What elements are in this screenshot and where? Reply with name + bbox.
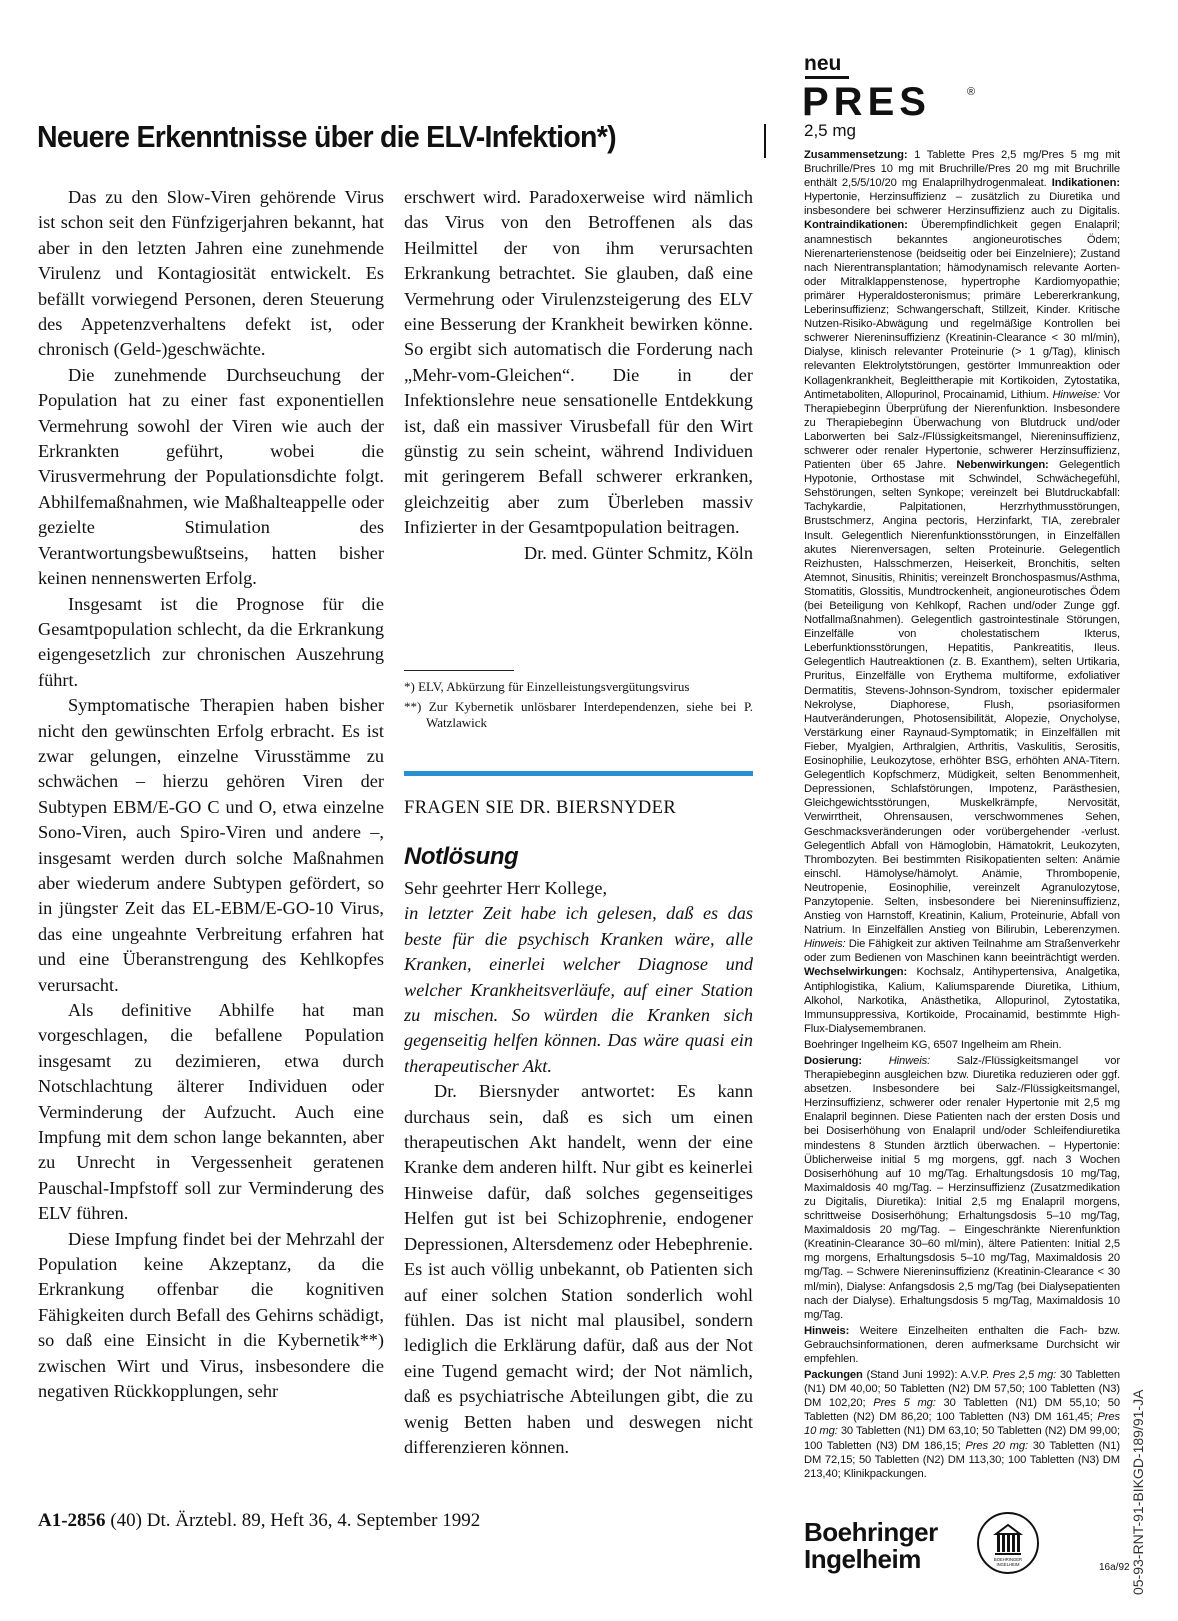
- ad-info-run: Nebenwirkungen:: [956, 459, 1059, 472]
- ad-info-run: Hinweis:: [804, 938, 849, 951]
- ad-info-run: Indikationen:: [1051, 177, 1120, 190]
- ad-info-run: Gelegentlich Hypotonie, Orthostase mit Schwindel, Schwächegefühl, Sehstörungen, selten Synkope; vereinzelt bei Blutdruckabfall: Tachykardie, Palpitationen, Herzrhythmusstörungen, Brustschmerz, Angina pectoris, Herzinfarkt, TIA, zerebraler Insult. Gelegentlich Nierenfunktionsstörungen, in Einzelfällen akutes Nierenversagen, selten Proteinurie. Gelegentlich Reizhusten, Halsschmerzen, Heiserkeit, Bronchitis, selten Atemnot, Sinusitis, Rhinitis; vereinzelt Bronchospasmus/Asthma, Stomatitis, Glossitis, Mundtrockenheit, angioneurotisches Ödem (bei Beteiligung von Kehlkopf, Rachen und/oder Zunge ggf. Notfallmaßnahmen). Gelegentlich gastrointestinale Störungen, Einzelfälle von cholestatischem Ikterus, Leberfunktionsstörungen, Hepatitis, Pankreatitis, Ileus. Gelegentlich Hautreaktionen (z. B. Exanthem), selten Urtikaria, Pruritus, Einzelfälle von Erythema multiforme, exfoliativer Dermatitis, Stevens-Johnson-Syndrom, toxischer epidermaler Nekrolyse, Diaphorese, Flush, psoriasiformen Hautveränderungen, Photosensibilität, Alopezie, Onycholyse, Verstärkung einer Raynaud-Symptomatik; in Einzelfällen mit Fieber, Myalgien, Arthralgien, Arthritis, Vaskulitis, Serositis, Eosinophilie, Leukozytose, erhöhter BSG, erhöhten ANA-Titern. Gelegentlich Kopfschmerz, Müdigkeit, selten Benommenheit, Depressionen, Schlafstörungen, Impotenz, Parästhesien, Gleichgewichtsstörungen, Muskelkrämpfe, Nervosität, Verwirrtheit, Ohrensausen, verschwommenes Sehen, Geschmacksveränderungen oder vorübergehender -verlust. Gelegentlich Abfall von Hämoglobin, Hämatokrit, Leukozyten, Thrombozyten. Bei bestimmten Risikopatienten selten: Anämie einschl. Hämolyse/hämolyt. Anämie, Thrombopenie, Neutropenie, Eosinophilie, vereinzelt Agranulozytose, Panzytopenie. Selten, insbesondere bei Niereninsuffizienz, Anstieg von Harnstoff, Kreatinin, Kalium, Proteinurie, Abfall von Natrium. In Einzelfällen Anstieg von Bilirubin, Leberenzymen.: [804, 459, 1120, 937]
- footer-page-number: A1-2856: [38, 1510, 106, 1531]
- ad-info-paragraph: [804, 1038, 1120, 1052]
- ad-vertical-code: 05-93-RNT-91-BIKGD-189/91-JA: [1130, 1389, 1146, 1595]
- ad-info-run: 30 Tabletten (N1) DM 40,00; 50 Tabletten (N2) DM 57,50; 100 Tabletten (N3) DM 102,20;: [804, 1369, 1121, 1410]
- ad-info-paragraph: [804, 1324, 1120, 1366]
- ad-info-paragraph: [804, 148, 1120, 1036]
- article-paragraph: Als definitive Abhilfe hat man vorgeschlagen, die befallene Population insgesamt zu dezimieren, etwa durch Notschlachtung älterer Individuen oder Verminderung der Aufzucht. Auch eine Impfung mit dem schon lange bekannten, aber zu Unrecht in Vergessenheit geratenen Pauschal-Impfstoff soll zur Verminderung des ELV führen.: [38, 1000, 384, 1224]
- ad-prescribing-info: [804, 148, 1120, 1483]
- column-answer: Dr. Biersnyder antwortet: Es kann durchaus sein, daß es sich um einen therapeutischen Akt handelt, wenn der eine Kranke dem anderen hilft. Nur gibt es keinerlei Hinweise dafür, daß solches gegenseitiges Helfen gut ist bei Schizophrenie, endogener Depressionen, Altersdemenz oder Hebephrenie. Es ist auch völlig unbekannt, ob Patienten sich auf einer solchen Station sonderlich wohl fühlen. Das ist nicht mal plausibel, sondern lediglich die Erklärung dafür, daß aus der Not eine Tugend gemacht wird; der Not nämlich, daß es psychiatrische Abteilungen gibt, die zu wenig Betten haben und deswegen nicht differenzieren können.: [404, 1081, 753, 1457]
- svg-text:BOEHRINGER: BOEHRINGER: [993, 1557, 1023, 1562]
- ad-info-run: Packungen: [804, 1369, 867, 1382]
- ad-info-run: Kontraindikationen:: [804, 219, 921, 232]
- ad-product-dose: 2,5 mg: [804, 121, 856, 140]
- ad-brand-name: [804, 1519, 938, 1573]
- article-column-1: [38, 185, 384, 1405]
- page-footer: [38, 1510, 480, 1532]
- ad-info-run: Pres 20 mg:: [965, 1439, 1033, 1452]
- article-title: Neuere Erkenntnisse über die ELV-Infektion*): [37, 119, 616, 154]
- footnote-1: *) ELV, Abkürzung für Einzelleistungsvergütungsvirus: [404, 679, 690, 694]
- ad-registered-mark: ®: [967, 86, 976, 98]
- ad-info-run: Pres 2,5 mg:: [992, 1369, 1060, 1382]
- article-paragraph: Symptomatische Therapien haben bisher nicht den gewünschten Erfolg erbracht. Es ist zwar gelungen, einzelne Virusstämme zu schwächen – hierzu gehören Viren der Subtypen EBM/E-GO C und O, etwa einzelne Sono-Viren, auch Spiro-Viren und andere –, insgesamt werden durch solche Maßnahmen aber wiederum andere Subtypen gefördert, so in jüngster Zeit das EL-EBM/E-GO-10 Virus, das eine ungeahnte Verbreitung erfahren hat und eine Überanstrengung des Kehlkopfes verursacht.: [38, 695, 384, 995]
- ad-info-run: 1 Tablette Pres 2,5 mg/Pres 5 mg mit Bruchrille/Pres 10 mg mit Bruchrille/Pres 20 mg mit Bruchrille enthält 2,5/5/10/20 mg Enalaprilhydrogenmaleat.: [804, 149, 1120, 190]
- ad-brand-line-2: Ingelheim: [804, 1544, 921, 1574]
- title-divider: [764, 124, 766, 158]
- footnote-2: **) Zur Kybernetik unlösbarer Interdependenzen, siehe bei P. Watzlawick: [404, 699, 753, 730]
- ad-info-run: Vor Therapiebeginn Überprüfung der Nierenfunktion. Insbesondere zu Therapiebeginn Überwachung von Blutdruck und/oder Laborwerten bei Salz-/Flüssigkeitsmangel, Niereninsuffizienz, schwerer oder renaler Hypertonie, schwerer Herzinsuffizienz, Patienten über 65 Jahre.: [804, 388, 1120, 472]
- article-signature: Dr. med. Günter Schmitz, Köln: [524, 542, 753, 563]
- ad-info-run: 30 Tabletten (N1) DM 55,10; 50 Tabletten (N2) DM 86,20; 100 Tabletten (N3) DM 161,45;: [804, 1397, 1120, 1424]
- ad-info-run: (Stand Juni 1992): A.V.P.: [866, 1369, 993, 1382]
- ad-badge-underline: [805, 76, 849, 79]
- ad-info-run: 30 Tabletten (N1) DM 72,15; 50 Tabletten (N2) DM 113,30; 100 Tabletten (N3) DM 213,40; Klinikpackungen.: [804, 1439, 1120, 1480]
- ad-info-paragraph: [804, 1054, 1120, 1322]
- ad-info-run: Pres 5 mg:: [873, 1397, 944, 1410]
- ad-info-run: Dosierung:: [804, 1055, 889, 1067]
- footnote-rule: [404, 670, 514, 671]
- ad-brand-line-1: Boehringer: [804, 1517, 938, 1547]
- column-letter: in letzter Zeit habe ich gelesen, daß es das beste für die psychisch Kranken wäre, alle Kranken, einerlei welcher Diagnose und welcher Krankheitsverläufe, auf einer Station zu mischen. So würden die Kranken sich gegenseitig helfen können. Das wäre quasi ein therapeutischer Akt.: [404, 903, 753, 1076]
- article-continuation: erschwert wird. Paradoxerweise wird nämlich das Virus von den Betroffenen als das Heilmittel der von ihm verursachten Erkrankung betrachtet. Sie glauben, daß eine Vermehrung oder Virulenzsteigerung des ELV eine Besserung der Krankheit bewirken könne. So ergibt sich automatisch die Forderung nach „Mehr-vom-Gleichen“. Die in der Infektionslehre neue sensationelle Entdekkung ist, daß ein massiver Virusbefall für den Wirt günstig zu sein scheint, während Individuen mit geringerem Befall schwerer erkranken, gleichzeitig aber zum Überleben massiv Infizierter in der Gesamtpopulation beitragen.: [404, 187, 753, 538]
- ad-info-run: Pres 10 mg:: [804, 1411, 1120, 1438]
- article-paragraph: Insgesamt ist die Prognose für die Gesamtpopulation schlecht, da die Erkrankung eigengesetzlich zur chronischen Auszehrung führt.: [38, 593, 384, 690]
- ad-product-name: PRES: [802, 80, 931, 124]
- ad-info-run: Weitere Einzelheiten enthalten die Fach- bzw. Gebrauchsinformationen, deren aufmerksame Durchsicht wir empfehlen.: [804, 1324, 1120, 1365]
- ad-info-run: Hinweis:: [888, 1055, 957, 1067]
- ad-info-paragraph: [804, 1368, 1120, 1481]
- ad-info-run: Hypertonie, Herzinsuffizienz – zusätzlich zu Diuretika und insbesondere bei schwerer Herzinsuffizienz auch zu Digitalis.: [804, 191, 1120, 218]
- article-column-2: [404, 185, 753, 566]
- ad-new-badge: neu: [804, 52, 842, 75]
- ad-info-run: Hinweise:: [1052, 388, 1104, 401]
- ad-info-run: Boehringer Ingelheim KG, 6507 Ingelheim am Rhein.: [804, 1038, 1062, 1051]
- footer-citation: (40) Dt. Ärztebl. 89, Heft 36, 4. September 1992: [110, 1510, 481, 1531]
- article-paragraph: Die zunehmende Durchseuchung der Population hat zu einer fast exponentiellen Vermehrung sowohl der Viren wie auch der Erkrankten geführt, wobei die Virusvermehrung der Populationsdichte folgt. Abhilfemaßnahmen, wie Maßhalteappelle oder gezielte Stimulation des Verantwortungsbewußtseins, hatten bisher keinen nennenswerten Erfolg.: [38, 364, 384, 589]
- svg-text:INGELHEIM: INGELHEIM: [996, 1562, 1020, 1567]
- column-salutation: Sehr geehrter Herr Kollege,: [404, 878, 608, 898]
- ad-info-run: Überempfindlichkeit gegen Enalapril; anamnestisch bekanntes angioneurotisches Ödem; Nierenarterienstenose (beidseitig oder bei Einzelniere); Zustand nach Nierentransplantation; hämodynamisch relevante Aorten- oder Mitralklappenstenose, hypertrophe Kardiomyopathie; primärer Hyperaldosteronismus; primäre Lebererkrankung, Leberinsuffizienz; Schwangerschaft, Stillzeit, Kinder. Kritische Nutzen-Risiko-Abwägung und regelmäßige Kontrollen bei schwerer Niereninsuffizienz (Kreatinin-Clearance < 30 ml/min), Dialyse, klinisch relevanter Proteinurie (> 1 g/Tag), klinisch relevanten Elektrolytstörungen, gestörter Immunreaktion oder Kollagenkrankheit, Begleittherapie mit Kortikoiden, Zytostatika, Antimetaboliten, Allopurinol, Procainamid, Lithium.: [804, 219, 1120, 401]
- ad-info-run: Kochsalz, Antihypertensiva, Analgetika, Antiphlogistika, Kalium, Kaliumsparende Diuretika, Lithium, Alkohol, Narkotika, Anästhetika, Allopurinol, Zytostatika, Immunsuppressiva, Kortikoide, Procainamid, bestimmte High-Flux-Dialysemembranen.: [804, 966, 1120, 1035]
- ad-info-run: Hinweis:: [804, 1324, 860, 1337]
- ad-info-run: Zusammensetzung:: [804, 149, 915, 161]
- ad-info-run: Die Fähigkeit zur aktiven Teilnahme am Straßenverkehr oder zum Bedienen von Maschinen kann beeinträchtigt werden.: [804, 938, 1121, 965]
- section-divider-bar: [404, 771, 753, 776]
- ad-info-run: Salz-/Flüssigkeitsmangel vor Therapiebeginn ausgleichen bzw. Diuretika reduzieren oder ggf. absetzen. Insbesondere bei Salz-/Flüssigkeitsmangel, Herzinsuffizienz, schwerer oder renaler Hypertonie mit 2,5 mg Enalapril beginnen. Diese Patienten nach der ersten Dosis und bei Dosiserhöhung von Enalapril und/oder Schleifendiuretika mindestens 8 Stunden ärztlich überwachen. – Hypertonie: Üblicherweise initial 5 mg morgens, ggf. nach 3 Wochen Dosiserhöhung auf 10 mg/Tag. Erhaltungsdosis 10 mg/Tag, Maximaldosis 40 mg/Tag. – Herzinsuffizienz (Zusatzmedikation zu Digitalis, Diuretika): Initial 2,5 mg Enalapril morgens, schrittweise Dosiserhöhung; Erhaltungsdosis 5–10 mg/Tag, Maximaldosis 20 mg/Tag. – Eingeschränkte Nierenfunktion (Kreatinin-Clearance 30–60 ml/min), ältere Patienten: Initial 2,5 mg morgens, Erhaltungsdosis 5–10 mg/Tag, Maximaldosis 20 mg/Tag. – Schwere Niereninsuffizienz (Kreatinin-Clearance < 30 ml/min), Dialyse: Anfangsdosis 2,5 mg/Tag (bei Dialysepatienten nach der Dialyse). Erhaltungsdosis 5 mg/Tag, Maximaldosis 10 mg/Tag.: [804, 1055, 1120, 1321]
- footnotes: [404, 679, 753, 735]
- ad-info-run: 30 Tabletten (N1) DM 63,10; 50 Tabletten (N2) DM 99,00; 100 Tabletten (N3) DM 186,15;: [804, 1425, 1120, 1452]
- article-paragraph: Diese Impfung findet bei der Mehrzahl der Population keine Akzeptanz, da die Erkrankung offenbar die kognitiven Fähigkeiten durch Befall des Gehirns schädigt, so daß eine Einsicht in die Kybernetik**) zwischen Wirt und Virus, insbesondere die negativen Rückkopplungen, sehr: [38, 1228, 384, 1402]
- column-body: [404, 876, 753, 1460]
- boehringer-logo-icon: [975, 1510, 1041, 1576]
- column-kicker: FRAGEN SIE DR. BIERSNYDER: [404, 798, 677, 818]
- ad-code: 16a/92: [1099, 1562, 1130, 1573]
- article-paragraph: Das zu den Slow-Viren gehörende Virus ist schon seit den Fünfzigerjahren bekannt, hat aber in den letzten Jahren eine zunehmende Virulenz und Kontagiosität entwickelt. Es befällt vorwiegend Personen, deren Steuerung des Appetenzverhaltens defekt ist, oder chronisch (Geld-)geschwächte.: [38, 187, 384, 360]
- ad-info-run: Wechselwirkungen:: [804, 966, 917, 979]
- column-title: Notlösung: [404, 843, 519, 870]
